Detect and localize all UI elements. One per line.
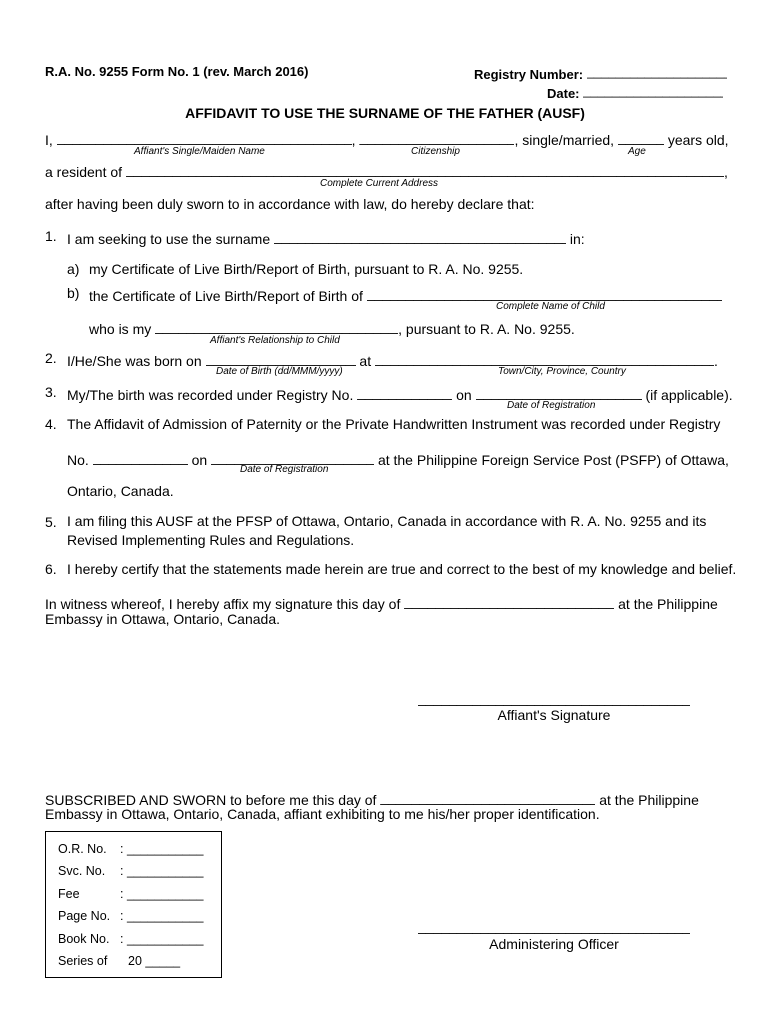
address-field[interactable]	[126, 161, 724, 177]
date-field[interactable]	[583, 83, 723, 98]
date-of-birth-caption: Date of Birth (dd/MMM/yyyy)	[216, 366, 343, 377]
item-4-line-3: Ontario, Canada.	[67, 483, 174, 499]
witness-at: at the Philippine	[618, 596, 718, 612]
single-married-text: , single/married,	[514, 132, 615, 148]
item-1-number: 1.	[45, 228, 57, 244]
page-no-row	[58, 909, 204, 923]
citizenship-caption: Citizenship	[411, 146, 460, 157]
subscribed-day-field[interactable]	[380, 789, 595, 805]
witness-line-1	[45, 593, 718, 612]
item-4-at: at the Philippine Foreign Service Post (PSFP) of Ottawa,	[377, 452, 729, 468]
affiant-signature-label: Affiant's Signature	[497, 707, 611, 723]
sub-b-text: the Certificate of Live Birth/Report of Birth of	[89, 288, 363, 304]
registry-number-field[interactable]	[587, 64, 727, 79]
or-no-row	[58, 842, 204, 856]
or-no-field[interactable]: : ___________	[120, 842, 204, 856]
surname-field[interactable]	[274, 228, 566, 244]
form-id: R.A. No. 9255 Form No. 1 (rev. March 2016)	[45, 64, 309, 79]
book-no-field[interactable]: : ___________	[120, 932, 204, 946]
officer-signature-line[interactable]	[418, 918, 690, 937]
resident-of-text: a resident of	[45, 164, 123, 180]
item-5-text	[67, 512, 706, 550]
witness-line-2: Embassy in Ottawa, Ontario, Canada.	[45, 611, 280, 627]
item-1-in: in:	[569, 231, 585, 247]
fee-row	[58, 887, 204, 901]
date-row	[547, 83, 723, 101]
affiant-name-field[interactable]	[57, 129, 352, 145]
intro-comma: ,	[351, 132, 356, 148]
years-old-text: years old,	[667, 132, 729, 148]
registration-date-caption: Date of Registration	[507, 400, 596, 411]
sub-a-text: my Certificate of Live Birth/Report of Birth, pursuant to R. A. No. 9255.	[89, 261, 524, 277]
birthplace-caption: Town/City, Province, Country	[498, 366, 626, 377]
fee-label: Fee	[58, 887, 80, 901]
item-1-text: I am seeking to use the surname	[67, 231, 271, 247]
item-6-text: I hereby certify that the statements made herein are true and correct to the best of my knowledge and belief.	[67, 561, 737, 577]
item-2-end: .	[714, 353, 718, 369]
item-4-line-1: The Affidavit of Admission of Paternity or the Private Handwritten Instrument was recorded under Registry	[67, 416, 721, 432]
item-3-line	[67, 384, 733, 403]
series-field[interactable]: 20 _____	[128, 954, 181, 968]
item-5-line-2: Revised Implementing Rules and Regulations.	[67, 532, 355, 548]
age-caption: Age	[628, 146, 646, 157]
sub-b-mark: b)	[67, 285, 80, 301]
child-name-caption: Complete Name of Child	[496, 301, 605, 312]
book-no-label: Book No.	[58, 932, 110, 946]
page-title: AFFIDAVIT TO USE THE SURNAME OF THE FATHER (AUSF)	[185, 105, 585, 121]
item-5-line-1: I am filing this AUSF at the PFSP of Ottawa, Ontario, Canada in accordance with R. A. No. 9255 and its	[67, 513, 707, 529]
book-no-row	[58, 932, 204, 946]
item-2-text: I/He/She was born on	[67, 353, 202, 369]
fees-box	[45, 831, 222, 978]
fee-field[interactable]: : ___________	[120, 887, 204, 901]
item-1-line	[67, 228, 585, 247]
svc-no-field[interactable]: : ___________	[120, 864, 204, 878]
page-no-field[interactable]: : ___________	[120, 909, 204, 923]
item-2-at: at	[359, 353, 372, 369]
relationship-field[interactable]	[155, 318, 398, 334]
series-row	[58, 954, 181, 968]
item-3-text: My/The birth was recorded under Registry No.	[67, 387, 354, 403]
or-no-label: O.R. No.	[58, 842, 107, 856]
svc-no-row	[58, 864, 204, 878]
child-name-field[interactable]	[367, 285, 722, 301]
svc-no-label: Svc. No.	[58, 864, 106, 878]
address-caption: Complete Current Address	[320, 178, 439, 189]
who-is-my-text: who is my	[89, 321, 152, 337]
paternity-registry-no-field[interactable]	[93, 449, 188, 465]
item-2-number: 2.	[45, 350, 57, 366]
resident-end: ,	[723, 164, 728, 180]
registry-number-row	[474, 64, 727, 82]
item-4-line-2	[67, 449, 729, 468]
paternity-registration-date-field[interactable]	[211, 449, 374, 465]
series-label: Series of	[58, 954, 108, 968]
registration-date-caption-2: Date of Registration	[240, 464, 329, 475]
registry-no-field[interactable]	[357, 384, 452, 400]
registration-date-field[interactable]	[476, 384, 642, 400]
item-5-number: 5.	[45, 514, 57, 530]
birthplace-field[interactable]	[375, 350, 714, 366]
item-3-end: (if applicable).	[645, 387, 733, 403]
item-4-number: 4.	[45, 416, 57, 432]
page-no-label: Page No.	[58, 909, 111, 923]
age-field[interactable]	[618, 129, 664, 145]
item-3-number: 3.	[45, 384, 57, 400]
witness-text: In witness whereof, I hereby affix my signature this day of	[45, 596, 401, 612]
subscribed-text: SUBSCRIBED AND SWORN to before me this day of	[45, 792, 377, 808]
intro-i: I,	[45, 132, 53, 148]
relationship-caption: Affiant's Relationship to Child	[210, 335, 340, 346]
date-of-birth-field[interactable]	[206, 350, 356, 366]
item-4-on: on	[191, 452, 208, 468]
sub-b-line	[89, 285, 722, 304]
sub-a-mark: a)	[67, 261, 80, 277]
item-6-number: 6.	[45, 561, 57, 577]
date-label: Date:	[547, 86, 580, 101]
subscribed-line-2: Embassy in Ottawa, Ontario, Canada, affiant exhibiting to me his/her proper identification.	[45, 806, 600, 822]
subscribed-at: at the Philippine	[599, 792, 699, 808]
citizenship-field[interactable]	[359, 129, 514, 145]
pursuant-text: , pursuant to R. A. No. 9255.	[398, 321, 575, 337]
item-4-no: No.	[67, 452, 89, 468]
sworn-statement: after having been duly sworn to in accordance with law, do hereby declare that:	[45, 196, 535, 212]
administering-officer-label: Administering Officer	[489, 936, 619, 952]
item-3-on: on	[456, 387, 472, 403]
affiant-name-caption: Affiant's Single/Maiden Name	[134, 146, 265, 157]
witness-day-field[interactable]	[404, 593, 614, 609]
registry-number-label: Registry Number:	[474, 67, 584, 82]
